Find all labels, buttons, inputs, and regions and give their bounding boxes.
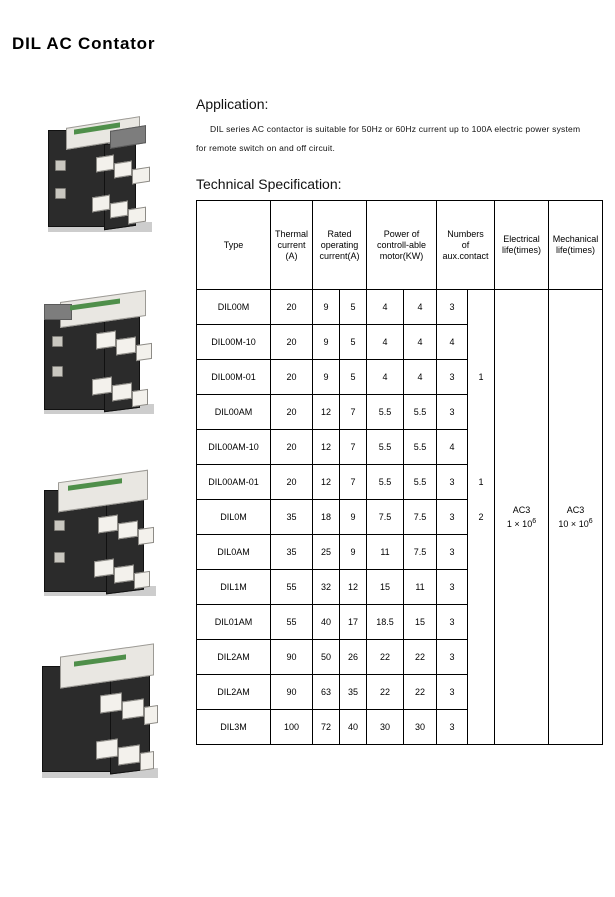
cell-aux: 3	[437, 535, 468, 570]
cell-rated-2: 5	[340, 290, 367, 325]
cell-rated-2: 9	[340, 535, 367, 570]
cell-thermal: 35	[271, 535, 313, 570]
cell-power-2: 22	[404, 675, 437, 710]
page-title: DIL AC Contator	[12, 34, 156, 53]
cell-rated-2: 7	[340, 465, 367, 500]
cell-aux-extra	[468, 395, 495, 430]
header-thermal-line2: current	[277, 239, 306, 250]
header-thermal-line1: Thermal	[274, 228, 308, 239]
cell-aux-extra	[468, 290, 495, 325]
application-heading: Application:	[196, 96, 269, 112]
header-type: Type	[197, 201, 271, 290]
cell-aux: 3	[437, 570, 468, 605]
cell-rated-1: 40	[313, 605, 340, 640]
cell-aux: 3	[437, 675, 468, 710]
cell-thermal: 55	[271, 605, 313, 640]
cell-power-2: 7.5	[404, 500, 437, 535]
cell-rated-2: 12	[340, 570, 367, 605]
cell-thermal: 20	[271, 395, 313, 430]
cell-rated-1: 12	[313, 430, 340, 465]
application-paragraph-2: for remote switch on and off circuit.	[196, 143, 336, 153]
mlife-value-line2: 10 × 10	[558, 518, 589, 529]
cell-power-2: 5.5	[404, 395, 437, 430]
cell-power-1: 4	[367, 325, 404, 360]
cell-power-2: 4	[404, 290, 437, 325]
header-aux-line1: Numbers	[447, 228, 484, 239]
cell-power-2: 15	[404, 605, 437, 640]
header-mlife-line1: Mechanical	[552, 234, 599, 244]
cell-thermal: 20	[271, 325, 313, 360]
table-row	[197, 290, 603, 325]
cell-aux-extra	[468, 430, 495, 465]
cell-thermal: 20	[271, 465, 313, 500]
cell-power-2: 22	[404, 640, 437, 675]
cell-electrical-life	[495, 290, 549, 745]
cell-type: DIL00AM	[197, 395, 271, 430]
product-photo-3	[30, 460, 170, 610]
header-power-line1: Power of	[383, 228, 420, 239]
cell-thermal: 20	[271, 290, 313, 325]
mlife-value-line1: AC3	[566, 504, 585, 515]
cell-power-2: 11	[404, 570, 437, 605]
cell-aux: 4	[437, 430, 468, 465]
mlife-value-exp: 6	[588, 517, 593, 525]
cell-thermal: 90	[271, 675, 313, 710]
header-rated-line2: operating	[320, 239, 359, 250]
cell-thermal: 55	[271, 570, 313, 605]
cell-power-1: 22	[367, 675, 404, 710]
table-header-row	[197, 201, 603, 290]
cell-rated-1: 12	[313, 395, 340, 430]
header-rated-line3: current(A)	[319, 250, 360, 261]
cell-power-1: 5.5	[367, 465, 404, 500]
cell-type: DIL00M	[197, 290, 271, 325]
technical-specification-table	[196, 200, 603, 745]
cell-type: DIL3M	[197, 710, 271, 745]
cell-power-2: 5.5	[404, 465, 437, 500]
header-elife-line1: Electrical	[503, 234, 540, 244]
cell-rated-1: 9	[313, 360, 340, 395]
elife-value-exp: 6	[532, 517, 537, 525]
technical-heading: Technical Specification:	[196, 176, 342, 192]
cell-power-1: 22	[367, 640, 404, 675]
cell-rated-1: 9	[313, 325, 340, 360]
cell-thermal: 20	[271, 360, 313, 395]
cell-type: DIL1M	[197, 570, 271, 605]
cell-rated-1: 18	[313, 500, 340, 535]
header-power-motor	[367, 201, 437, 290]
cell-rated-2: 7	[340, 430, 367, 465]
application-paragraph-1: DIL series AC contactor is suitable for 50Hz or 60Hz current up to 100A electric power system	[210, 124, 581, 134]
cell-aux-extra: 1	[468, 465, 495, 500]
cell-thermal: 100	[271, 710, 313, 745]
cell-aux-extra: 2	[468, 500, 495, 535]
cell-power-2: 5.5	[404, 430, 437, 465]
cell-aux: 3	[437, 605, 468, 640]
header-thermal-current	[271, 201, 313, 290]
header-rated-line1: Rated	[327, 228, 352, 239]
cell-rated-2: 40	[340, 710, 367, 745]
cell-rated-2: 7	[340, 395, 367, 430]
cell-aux: 4	[437, 325, 468, 360]
product-photo-1	[30, 100, 170, 250]
header-aux-line2: of	[461, 239, 470, 250]
header-thermal-line3: (A)	[285, 250, 298, 261]
cell-power-1: 7.5	[367, 500, 404, 535]
cell-power-1: 15	[367, 570, 404, 605]
product-photo-column	[30, 100, 180, 820]
cell-power-1: 30	[367, 710, 404, 745]
cell-aux-extra: 1	[468, 360, 495, 395]
elife-value-line2: 1 × 10	[506, 518, 533, 529]
cell-aux: 3	[437, 500, 468, 535]
cell-aux: 3	[437, 360, 468, 395]
content-column	[196, 96, 602, 745]
cell-type: DIL00AM-01	[197, 465, 271, 500]
cell-aux: 3	[437, 290, 468, 325]
header-power-line2: controll-able	[377, 239, 427, 250]
header-electrical-life	[495, 201, 549, 290]
cell-rated-1: 12	[313, 465, 340, 500]
cell-power-1: 4	[367, 360, 404, 395]
cell-aux: 3	[437, 640, 468, 675]
cell-type: DIL01AM	[197, 605, 271, 640]
cell-aux-extra	[468, 640, 495, 675]
cell-rated-1: 72	[313, 710, 340, 745]
cell-aux-extra	[468, 325, 495, 360]
cell-power-2: 7.5	[404, 535, 437, 570]
cell-power-1: 11	[367, 535, 404, 570]
header-mlife-line2: life(times)	[556, 245, 596, 255]
cell-rated-2: 26	[340, 640, 367, 675]
cell-type: DIL00M-01	[197, 360, 271, 395]
header-aux-contact	[437, 201, 495, 290]
cell-power-1: 4	[367, 290, 404, 325]
cell-power-2: 30	[404, 710, 437, 745]
header-rated-current	[313, 201, 367, 290]
cell-type: DIL00M-10	[197, 325, 271, 360]
header-elife-line2: life(times)	[502, 245, 542, 255]
cell-power-2: 4	[404, 360, 437, 395]
cell-aux-extra	[468, 535, 495, 570]
cell-power-2: 4	[404, 325, 437, 360]
cell-rated-1: 63	[313, 675, 340, 710]
elife-value-line1: AC3	[512, 504, 531, 515]
cell-type: DIL2AM	[197, 640, 271, 675]
cell-rated-2: 5	[340, 360, 367, 395]
header-aux-line3: aux.contact	[442, 250, 489, 261]
cell-thermal: 20	[271, 430, 313, 465]
cell-rated-1: 9	[313, 290, 340, 325]
cell-aux-extra	[468, 675, 495, 710]
cell-power-1: 5.5	[367, 430, 404, 465]
cell-rated-1: 32	[313, 570, 340, 605]
cell-aux-extra	[468, 570, 495, 605]
cell-rated-2: 35	[340, 675, 367, 710]
cell-aux-extra	[468, 605, 495, 640]
cell-rated-2: 5	[340, 325, 367, 360]
cell-rated-1: 50	[313, 640, 340, 675]
cell-aux: 3	[437, 395, 468, 430]
cell-type: DIL2AM	[197, 675, 271, 710]
cell-type: DIL0M	[197, 500, 271, 535]
cell-mechanical-life	[549, 290, 603, 745]
header-power-line3: motor(KW)	[379, 250, 424, 261]
cell-power-1: 5.5	[367, 395, 404, 430]
cell-power-1: 18.5	[367, 605, 404, 640]
header-mechanical-life	[549, 201, 603, 290]
cell-rated-2: 17	[340, 605, 367, 640]
cell-type: DIL0AM	[197, 535, 271, 570]
cell-aux: 3	[437, 710, 468, 745]
cell-rated-2: 9	[340, 500, 367, 535]
cell-aux: 3	[437, 465, 468, 500]
cell-type: DIL00AM-10	[197, 430, 271, 465]
product-photo-4	[30, 640, 170, 790]
cell-aux-extra	[468, 710, 495, 745]
product-photo-2	[30, 280, 170, 430]
cell-thermal: 35	[271, 500, 313, 535]
cell-thermal: 90	[271, 640, 313, 675]
cell-rated-1: 25	[313, 535, 340, 570]
